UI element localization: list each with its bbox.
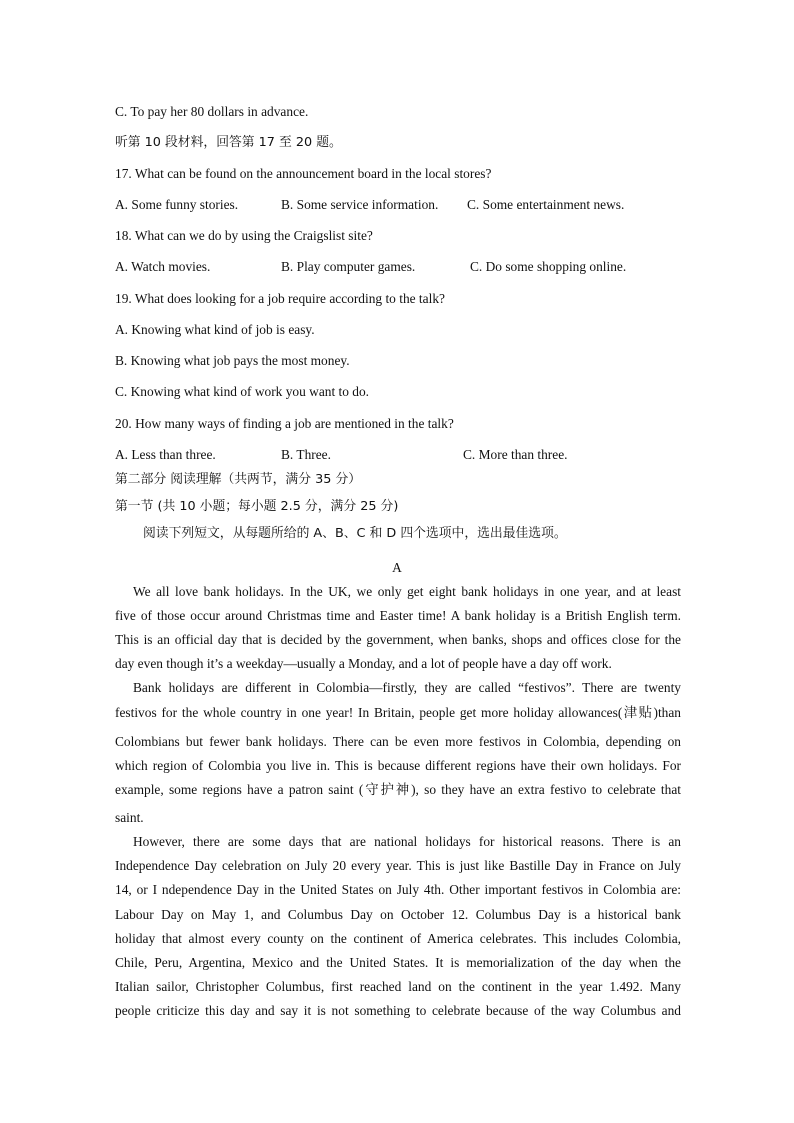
part2-heading: 第二部分 阅读理解（共两节，满分 35 分） — [115, 472, 362, 487]
q16-option-c: C. To pay her 80 dollars in advance. — [115, 104, 309, 119]
passage-line: This is an official day that is decided by the government, when banks, shops and offices close for the — [115, 632, 681, 647]
passage-line: We all love bank holidays. In the UK, we only get eight bank holidays in one year, and at least — [133, 584, 681, 599]
q19-option-c: C. Knowing what kind of work you want to do. — [115, 384, 370, 399]
q19-question: 19. What does looking for a job require according to the talk? — [115, 291, 445, 306]
q19-option-b: B. Knowing what job pays the most money. — [115, 353, 350, 368]
passage-line: Bank holidays are different in Colombia—firstly, they are called “festivos”. There are twenty — [133, 680, 681, 695]
passage-line: Chile, Peru, Argentina, Mexico and the United States. It is memorialization of the day when the — [115, 955, 681, 970]
passage-line: Labour Day on May 1, and Columbus Day on October 12. Columbus Day is a historical bank — [115, 907, 681, 922]
q20-question: 20. How many ways of finding a job are mentioned in the talk? — [115, 416, 454, 431]
q17-option-a: A. Some funny stories. — [115, 197, 239, 212]
q17-option-b: B. Some service information. — [281, 197, 439, 212]
passage-line: which region of Colombia you live in. This is because different regions have their own holidays. For — [115, 758, 681, 773]
passage-line: example, some regions have a patron saint (守护神), so they have an extra festivo to celebrate that — [115, 782, 681, 797]
passage-line: festivos for the whole country in one year! In Britain, people get more holiday allowances(津贴)than — [115, 705, 681, 720]
passage-line: five of those occur around Christmas time and Easter time! A bank holiday is a British English term. — [115, 608, 681, 623]
passage-line: Colombians but fewer bank holidays. There can be even more festivos in Colombia, depending on — [115, 734, 681, 749]
q17-option-c: C. Some entertainment news. — [467, 197, 625, 212]
q18-option-c: C. Do some shopping online. — [470, 259, 627, 274]
section10-instruction: 听第 10 段材料，回答第 17 至 20 题。 — [115, 135, 342, 150]
section1-heading: 第一节 (共 10 小题；每小题 2.5 分，满分 25 分) — [115, 499, 399, 514]
q20-option-c: C. More than three. — [463, 447, 568, 462]
passage-line: people criticize this day and say it is not something to celebrate because of the way Columbus and — [115, 1003, 681, 1018]
passage-line: Italian sailor, Christopher Columbus, first reached land on the continent in the year 1.492. Many — [115, 979, 681, 994]
passage-line: day even though it’s a weekday—usually a Monday, and a lot of people have a day off work. — [115, 656, 612, 671]
passage-line: 14, or I ndependence Day in the United States on July 4th. Other important festivos in Colombia are: — [115, 882, 681, 897]
reading-instruction: 阅读下列短文，从每题所给的 A、B、C 和 D 四个选项中，选出最佳选项。 — [143, 526, 567, 541]
passage-line: However, there are some days that are national holidays for historical reasons. There is an — [133, 834, 681, 849]
passage-line: holiday that almost every county on the continent of America celebrates. This includes Colombia, — [115, 931, 681, 946]
passage-line: saint. — [115, 810, 144, 825]
passage-line: Independence Day celebration on July 20 every year. This is just like Bastille Day in France on July — [115, 858, 681, 873]
passage-title: A — [392, 560, 402, 575]
q18-question: 18. What can we do by using the Craigslist site? — [115, 228, 373, 243]
q20-option-a: A. Less than three. — [115, 447, 216, 462]
q19-option-a: A. Knowing what kind of job is easy. — [115, 322, 315, 337]
q17-question: 17. What can be found on the announcement board in the local stores? — [115, 166, 492, 181]
q18-option-b: B. Play computer games. — [281, 259, 416, 274]
q18-option-a: A. Watch movies. — [115, 259, 211, 274]
q20-option-b: B. Three. — [281, 447, 331, 462]
